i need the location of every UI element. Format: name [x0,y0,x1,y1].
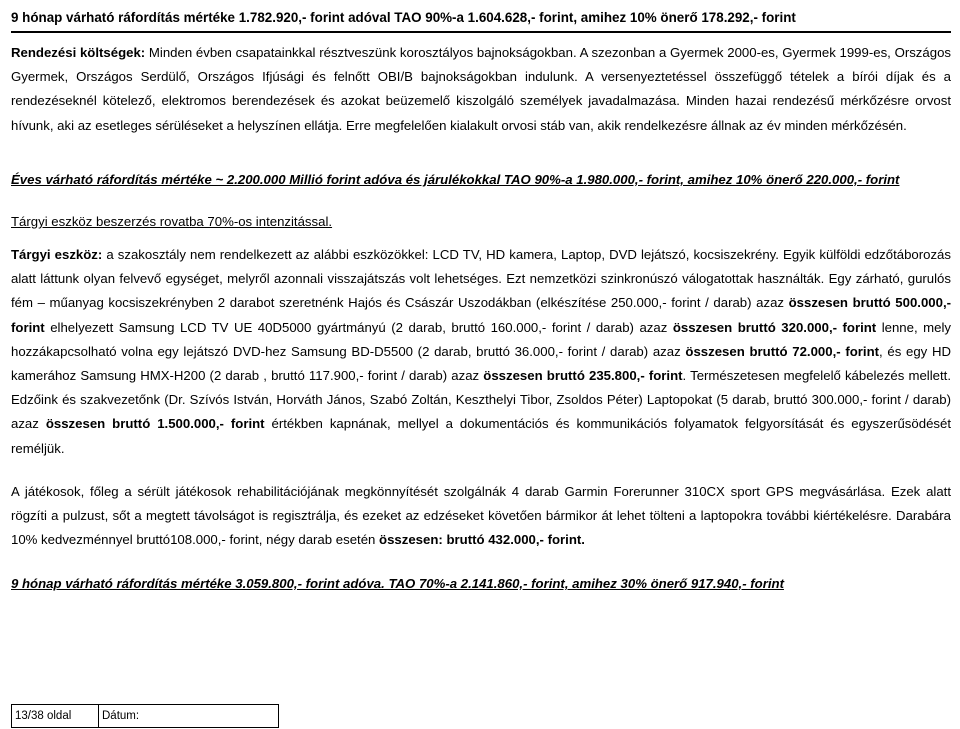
total-laptops: összesen bruttó 1.500.000,- forint [45,416,265,432]
page-number: 13/38 oldal [12,705,99,727]
header-summary-line: 9 hónap várható ráfordítás mértéke 1.782.920,- forint adóval TAO 90%-a 1.604.628,- forint, amihez 10% önerő 178.292,- forint [11,10,796,25]
intensity-line [11,210,951,234]
total-gps: összesen: bruttó 432.000,- forint. [379,532,585,548]
targyi-text-4: , és egy HD kamerához Samsung HMX-H200 (2 darab , bruttó 117.900,- forint / darab) azaz [11,343,951,384]
total-lcd-tv: összesen bruttó 320.000,- forint [672,319,877,335]
targyi-text-5: . Természetesen megfelelő kábelezés mellett. Edzőink és szakvezetőnk (Dr. Szívós István, Horváth János, Szabó Zoltán, Keszthelyi Tibor, Zsoldos Péter) Laptopokat (5 darab, bruttó 300.000,- forint / darab) azaz [11,368,951,432]
total-dvd: összesen bruttó 72.000,- forint [685,343,880,359]
paragraph-targyi-eszkoz [11,243,951,461]
rendezesi-label: Rendezési költségek: [11,45,146,60]
nine-month-text: 9 hónap várható ráfordítás mértéke 3.059.800,- forint adóva. TAO 70%-a 2.141.860,- forint, amihez 30% önerő 917.940,- forint [11,576,784,591]
date-field: Dátum: [102,710,140,722]
targyi-text-6: értékben kapnának, mellyel a dokumentációs és kommunikációs folyamatok felgyorsítását és egyszerűsödését reméljük. [11,416,951,456]
annual-cost-line [11,168,951,192]
targyi-text-2: elhelyezett Samsung LCD TV UE 40D5000 gyártmányú (2 darab, bruttó 160.000,- forint / darab) azaz [44,319,673,335]
header-divider [11,31,951,33]
nine-month-line [11,572,951,596]
gps-text: A játékosok, főleg a sérült játékosok rehabilitációjának megkönnyítését szolgálnák 4 darab Garmin Forerunner 310CX sport GPS megvásárlása. Ezek alatt rögzíti a pulzust, sőt a megtett távolságot is regisztrálja, és ezeket az edzéseket követően bármikor át lehet tölteni a laptopokra további kiértékelésre. Darabára 10% kedvezménnyel bruttó108.000,- forint, négy darab esetén [11,484,951,548]
annual-cost-text: Éves várható ráfordítás mértéke ~ 2.200.000 Millió forint adóva és járulékokkal TAO 90%-a 1.980.000,- forint, amihez 10% önerő 220.000,- forint [11,172,900,187]
targyi-text-1: a szakosztály nem rendelkezett az alábbi eszközökkel: LCD TV, HD kamera, Laptop, DVD lejátszó, kocsiszekrény. Egyik külföldi edzőtáborozás alatt láttunk olyan felvevő egységet, melyről azonnali visszajátszás volt lehetséges. Ezt nemzetközi szinkronúszó válogatottak használták. Egy zárható, gurulós fém – műanyag kocsiszekrényben 2 darabot szeretnénk Hajós és Császár Uszodákban (elkészítése 250.000,- forint / darab) azaz [11,247,951,311]
intensity-text: Tárgyi eszköz beszerzés rovatba 70%-os intenzitással. [11,214,333,229]
paragraph-gps [11,480,951,553]
page-footer [11,704,279,728]
paragraph-rendezesi-koltsegek [11,41,951,138]
total-kocsiszekreny: összesen bruttó 500.000,- forint [11,295,952,335]
rendezesi-text: Minden évben csapatainkkal résztveszünk korosztályos bajnokságokban. A szezonban a Gyermek 2000-es, Gyermek 1999-es, Országos Gyermek, Országos Serdülő, Országos Ifjúsági és felnőtt OBI/B bajnokságokban indulunk. A versenyeztetéssel összefüggő tételek a bírói díjak és a rendezéseknél kötelező, elektromos berendezések és azokat beüzemelő kiszolgáló személyek javadalmazása. Minden hazai rendezésű mérkőzésre orvost hívunk, aki az esetleges sérüléseket a helyszínen ellátja. Erre megfelelően kialakult orvosi stáb van, akik rendelkezésre állnak az év minden mérkőzésén. [11,45,951,133]
total-hd-camera: összesen bruttó 235.800,- forint [483,368,683,384]
targyi-text-3: lenne, mely hozzákapcsolható volna egy lejátszó DVD-hez Samsung BD-D5500 (2 darab, bruttó 36.000,- forint / darab) azaz [11,319,951,359]
targyi-eszkoz-label: Tárgyi eszköz: [11,247,103,262]
